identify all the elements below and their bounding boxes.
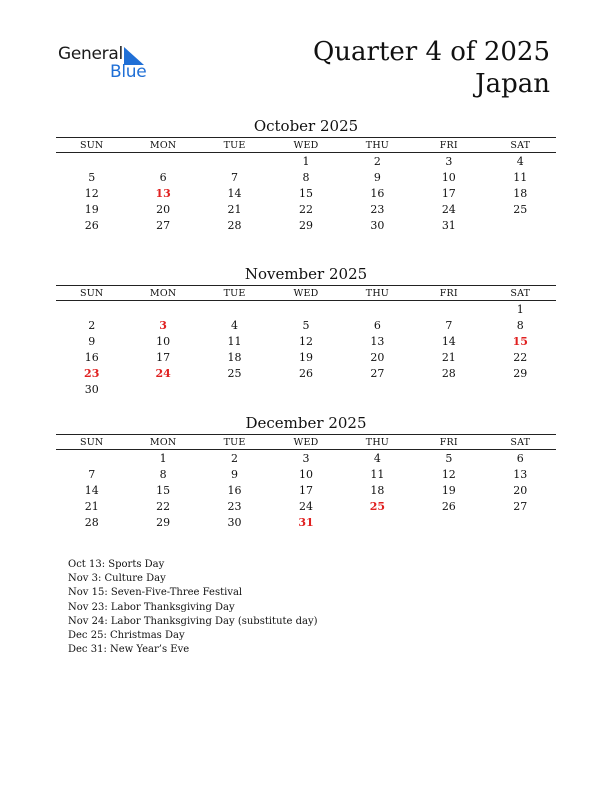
empty-day-cell [56,153,127,170]
weekday-tue: TUE [199,286,270,301]
empty-day-cell [342,514,413,530]
calendar-table [56,285,556,397]
day-cell: 8 [302,170,310,184]
day-cell: 8 [159,467,167,481]
weekday-wed: WED [270,138,341,153]
holiday-day-cell: 15 [512,334,528,348]
day-cell: 15 [298,186,313,200]
week-row [56,301,556,318]
day-cell: 16 [227,483,242,497]
day-cell: 29 [156,515,171,529]
day-cell: 17 [156,350,171,364]
weekday-sun: SUN [56,138,127,153]
day-cell: 9 [88,334,96,348]
week-row [56,482,556,498]
logo-general-text: General [58,44,123,64]
weekday-header-row [56,138,556,153]
day-cell: 27 [156,218,171,232]
empty-day-cell [485,381,556,397]
weekday-sat: SAT [485,286,556,301]
holiday-note: Nov 24: Labor Thanksgiving Day (substitute day) [68,615,318,627]
week-row [56,498,556,514]
day-cell: 9 [373,170,381,184]
empty-day-cell [199,153,270,170]
week-row [56,466,556,482]
day-cell: 25 [227,366,242,380]
day-cell: 8 [516,318,524,332]
empty-day-cell [199,301,270,318]
day-cell: 28 [227,218,242,232]
day-cell: 11 [370,467,385,481]
day-cell: 6 [159,170,167,184]
day-cell: 19 [84,202,99,216]
day-cell: 27 [370,366,385,380]
week-row [56,185,556,201]
empty-day-cell [413,301,484,318]
holiday-day-cell: 25 [369,499,386,513]
day-cell: 22 [298,202,313,216]
holiday-note: Nov 23: Labor Thanksgiving Day [68,601,235,613]
weekday-thu: THU [342,286,413,301]
day-cell: 28 [84,515,99,529]
day-cell: 14 [227,186,242,200]
day-cell: 22 [513,350,528,364]
month-title: October 2025 [253,117,359,135]
day-cell: 10 [156,334,171,348]
day-cell: 5 [302,318,310,332]
weekday-header-row [56,286,556,301]
weekday-thu: THU [342,138,413,153]
day-cell: 26 [84,218,99,232]
weekday-fri: FRI [413,435,484,450]
day-cell: 21 [84,499,99,513]
day-cell: 23 [227,499,242,513]
holiday-note: Nov 15: Seven-Five-Three Festival [68,587,243,599]
weekday-tue: TUE [199,138,270,153]
day-cell: 30 [84,382,99,396]
weekday-sun: SUN [56,435,127,450]
empty-day-cell [127,301,198,318]
empty-day-cell [342,381,413,397]
empty-day-cell [413,381,484,397]
month-title: November 2025 [244,265,368,283]
day-cell: 1 [159,451,167,465]
holiday-day-cell: 24 [155,366,171,380]
day-cell: 4 [373,451,381,465]
day-cell: 21 [227,202,242,216]
day-cell: 16 [84,350,99,364]
day-cell: 18 [370,483,385,497]
week-row [56,333,556,349]
day-cell: 10 [441,170,456,184]
empty-day-cell [199,381,270,397]
day-cell: 12 [441,467,456,481]
day-cell: 12 [84,186,99,200]
empty-day-cell [270,301,341,318]
day-cell: 19 [441,483,456,497]
day-cell: 26 [298,366,313,380]
day-cell: 4 [516,154,524,168]
empty-day-cell [127,153,198,170]
empty-day-cell [127,381,198,397]
day-cell: 11 [513,170,528,184]
month-october [56,116,556,233]
day-cell: 24 [441,202,456,216]
day-cell: 2 [231,451,239,465]
day-cell: 20 [513,483,528,497]
day-cell: 26 [441,499,456,513]
logo [58,44,158,84]
weekday-tue: TUE [199,435,270,450]
day-cell: 16 [370,186,385,200]
day-cell: 2 [373,154,381,168]
day-cell: 28 [441,366,456,380]
empty-day-cell [56,450,127,467]
day-cell: 21 [441,350,456,364]
empty-day-cell [270,381,341,397]
week-row [56,317,556,333]
holiday-day-cell: 3 [159,318,167,332]
month-december [56,413,556,530]
week-row [56,201,556,217]
calendar-days [56,301,556,398]
weekday-thu: THU [342,435,413,450]
day-cell: 15 [156,483,171,497]
day-cell: 5 [88,170,96,184]
holiday-note: Oct 13: Sports Day [68,559,165,570]
day-cell: 23 [370,202,385,216]
calendar-table [56,137,556,233]
day-cell: 6 [516,451,524,465]
calendar-days [56,450,556,531]
empty-day-cell [485,514,556,530]
day-cell: 10 [298,467,313,481]
day-cell: 9 [231,467,239,481]
week-row [56,450,556,467]
holiday-note: Dec 25: Christmas Day [68,630,185,642]
logo-blue-text: Blue [110,62,147,82]
calendar-days [56,153,556,234]
week-row [56,169,556,185]
day-cell: 7 [445,318,453,332]
week-row [56,153,556,170]
weekday-sat: SAT [485,138,556,153]
empty-day-cell [342,301,413,318]
week-row [56,349,556,365]
day-cell: 22 [156,499,171,513]
weekday-wed: WED [270,286,341,301]
day-cell: 11 [227,334,242,348]
day-cell: 7 [231,170,239,184]
day-cell: 30 [227,515,242,529]
weekday-wed: WED [270,435,341,450]
day-cell: 13 [513,467,528,481]
country-title: Japan [475,69,550,99]
day-cell: 31 [441,218,456,232]
day-cell: 29 [513,366,528,380]
day-cell: 14 [441,334,456,348]
holiday-note: Dec 31: New Year’s Eve [68,644,190,656]
empty-day-cell [413,514,484,530]
day-cell: 29 [298,218,313,232]
empty-day-cell [56,301,127,318]
empty-day-cell [485,217,556,233]
month-november [56,264,556,397]
day-cell: 20 [156,202,171,216]
holiday-note: Nov 3: Culture Day [68,573,166,585]
day-cell: 17 [441,186,456,200]
holiday-day-cell: 23 [84,366,100,380]
day-cell: 2 [88,318,96,332]
day-cell: 27 [513,499,528,513]
day-cell: 12 [298,334,313,348]
weekday-mon: MON [127,138,198,153]
weekday-fri: FRI [413,286,484,301]
day-cell: 18 [513,186,528,200]
weekday-mon: MON [127,435,198,450]
holiday-day-cell: 13 [155,186,171,200]
day-cell: 24 [298,499,313,513]
day-cell: 7 [88,467,96,481]
holiday-notes [68,558,318,657]
weekday-sat: SAT [485,435,556,450]
day-cell: 4 [231,318,239,332]
day-cell: 5 [445,451,453,465]
week-row [56,217,556,233]
month-title: December 2025 [245,414,367,432]
day-cell: 17 [298,483,313,497]
quarter-title: Quarter 4 of 2025 [312,37,550,67]
weekday-fri: FRI [413,138,484,153]
day-cell: 13 [370,334,385,348]
day-cell: 19 [298,350,313,364]
holiday-day-cell: 31 [298,515,314,529]
weekday-mon: MON [127,286,198,301]
day-cell: 14 [84,483,99,497]
page-title [313,36,550,100]
day-cell: 18 [227,350,242,364]
calendar-table [56,434,556,530]
week-row [56,514,556,530]
day-cell: 25 [513,202,528,216]
weekday-header-row [56,435,556,450]
day-cell: 3 [445,154,453,168]
day-cell: 30 [370,218,385,232]
week-row [56,381,556,397]
day-cell: 1 [302,154,310,168]
week-row [56,365,556,381]
day-cell: 6 [373,318,381,332]
weekday-sun: SUN [56,286,127,301]
day-cell: 20 [370,350,385,364]
day-cell: 3 [302,451,310,465]
day-cell: 1 [516,302,524,316]
